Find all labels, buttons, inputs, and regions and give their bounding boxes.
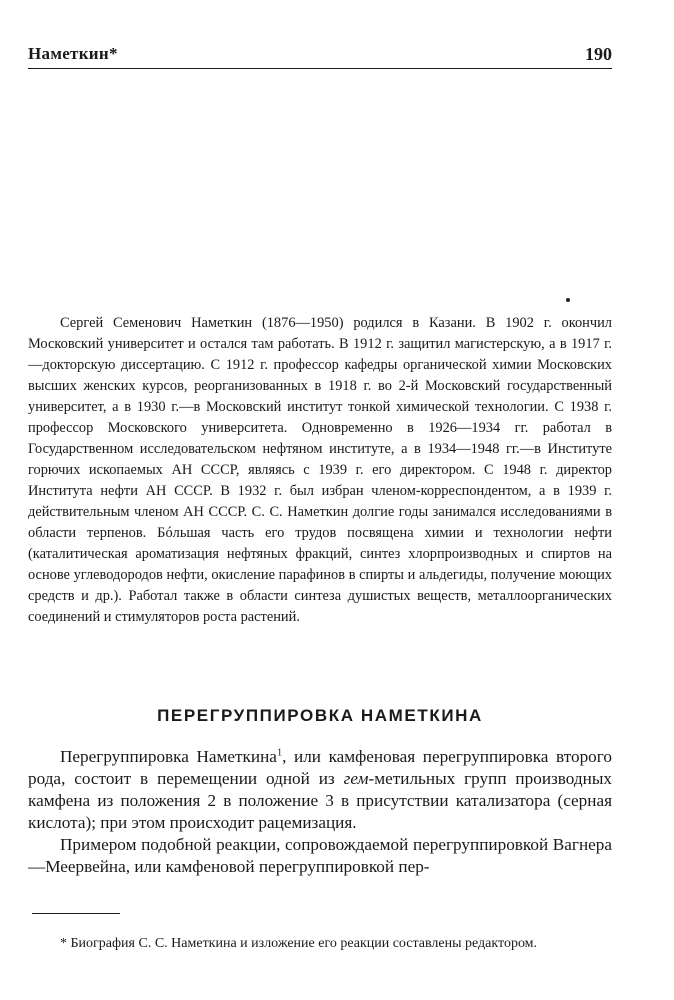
body-p1-start: Перегруппировка Наметкина (60, 747, 277, 766)
footnote: * Биография С. С. Наметкина и изложение его реакции составлены редактором. (60, 936, 538, 951)
body-p1-italic: гем (343, 769, 369, 788)
footnote-rule (32, 913, 120, 914)
running-head: Наметкин* (28, 44, 118, 63)
section-title: ПЕРЕГРУППИРОВКА НАМЕТКИНА (157, 706, 483, 725)
body-paragraph-2: Примером подобной реакции, сопровождаемой перегруппировкой Вагнера—Меервейна, или камфеновой перегруппировкой пер- (28, 835, 612, 876)
page-number: 190 (585, 44, 612, 64)
body-p1-end: -метильных групп производных камфена из положения 2 в положение 3 в присутствии катализатора (серная кислота); при этом происходит рацемизация. (28, 769, 612, 832)
print-speck (566, 298, 570, 302)
body-text (28, 746, 612, 878)
body-p1-mid: , или камфеновая перегруппировка второго рода, состоит в перемещении одной из (28, 747, 612, 788)
biography-paragraph: Сергей Семенович Наметкин (1876—1950) родился в Казани. В 1902 г. окончил Московский университет и остался там работать. В 1912 г. защитил магистерскую, а в 1917 г.—докторскую диссертацию. С 1912 г. профессор кафедры органической химии Московских высших женских курсов, реорганизованных в 1918 г. во 2-й Московский государственный университет, а в 1930 г.—в Московский институт тонкой химической технологии. С 1938 г. профессор Московского университета. Одновременно в 1926—1934 гг. работал в Государственном исследовательском нефтяном институте, а в 1934—1948 гг.—в Институте горючих ископаемых АН СССР, являясь с 1939 г. его директором. С 1948 г. директор Института нефти АН СССР. В 1932 г. был избран членом-корреспондентом, а в 1939 г. действительным членом АН СССР. С. С. Наметкин долгие годы занимался исследованиями в области терпенов. Бóльшая часть его трудов посвящена химии и технологии нефти (каталитическая ароматизация нефтяных фракций, синтез хлорпроизводных и спиртов на основе углеводородов нефти, окисление парафинов в спирты и альдегиды, получение моющих средств и др.). Работал также в области синтеза душистых веществ, металлоорганических соединений и стимуляторов роста растений. (28, 315, 612, 625)
footnote-ref: 1 (276, 747, 283, 759)
header-rule (28, 68, 612, 69)
body-paragraph-1 (28, 746, 612, 834)
